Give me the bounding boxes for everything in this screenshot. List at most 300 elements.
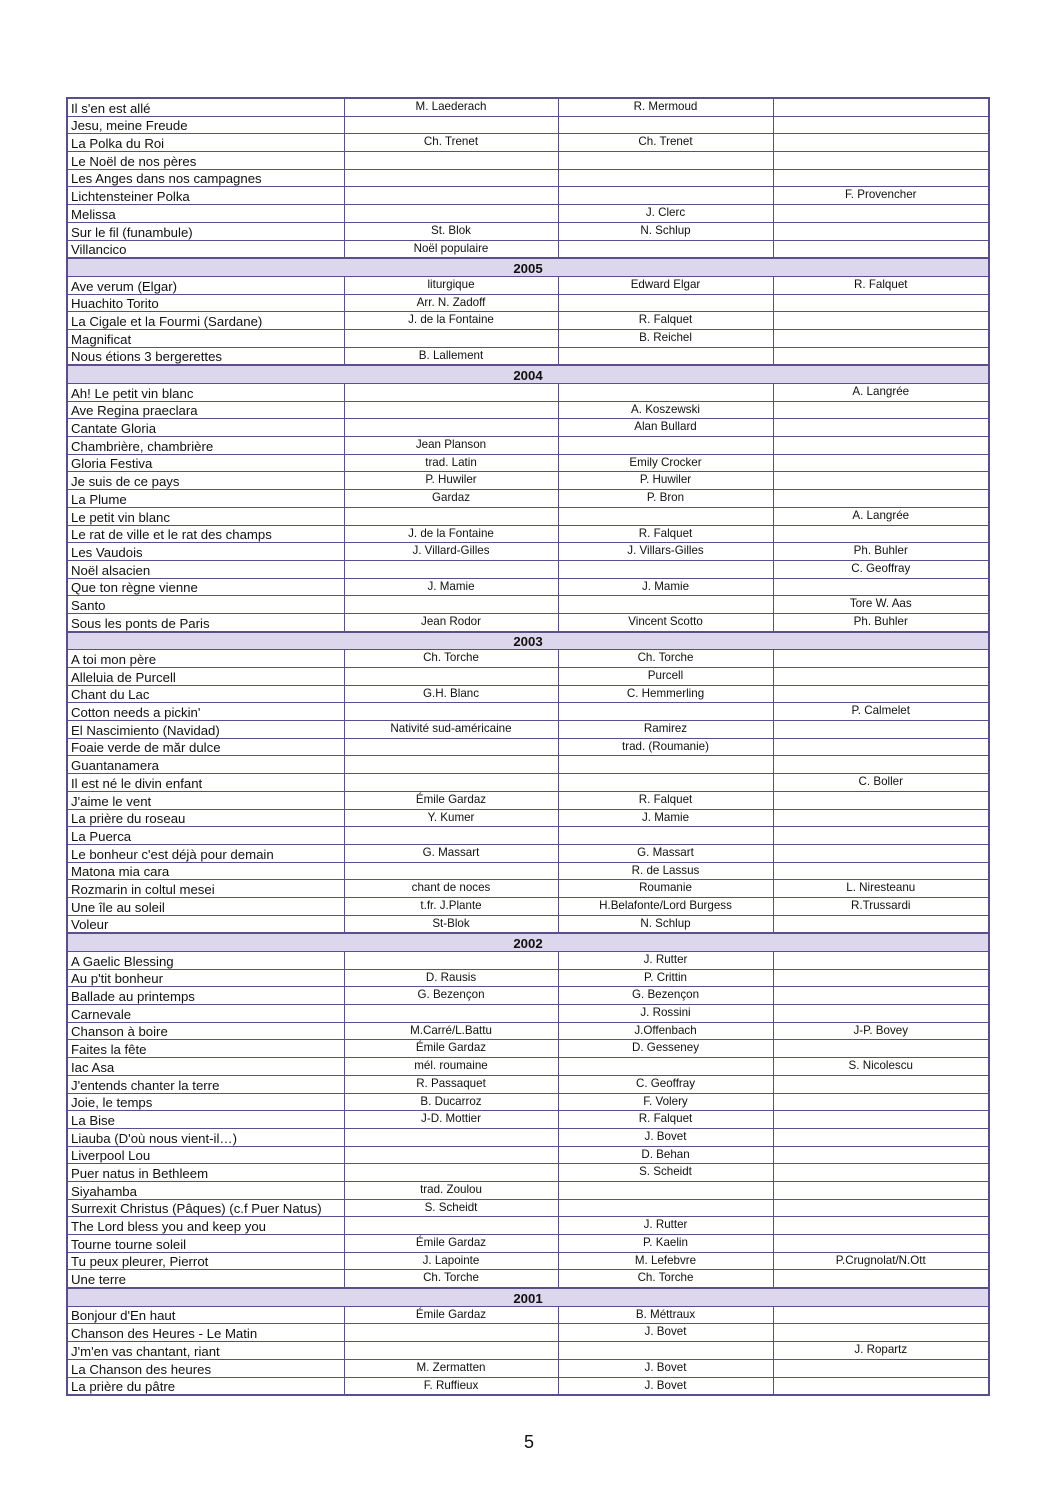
- table-row: [67, 472, 989, 490]
- lyricist-cell: [344, 703, 558, 721]
- composer-cell: [558, 384, 773, 402]
- lyricist-cell: mél. roumaine: [344, 1058, 558, 1076]
- lyricist-cell: D. Rausis: [344, 969, 558, 987]
- table-row: [67, 1005, 989, 1023]
- composer-cell: [558, 116, 773, 134]
- lyricist-cell: Noël populaire: [344, 240, 558, 258]
- composer-cell: R. Falquet: [558, 525, 773, 543]
- composer-cell: S. Scheidt: [558, 1164, 773, 1182]
- song-title-cell: Alleluia de Purcell: [67, 668, 344, 686]
- arranger-cell: [773, 1324, 989, 1342]
- arranger-cell: [773, 1005, 989, 1023]
- arranger-cell: A. Langrée: [773, 507, 989, 525]
- arranger-cell: [773, 1217, 989, 1235]
- table-row: [67, 329, 989, 347]
- lyricist-cell: [344, 401, 558, 419]
- arranger-cell: [773, 1164, 989, 1182]
- table-row: [67, 1075, 989, 1093]
- composer-cell: [558, 169, 773, 187]
- lyricist-cell: Émile Gardaz: [344, 1306, 558, 1324]
- lyricist-cell: [344, 1217, 558, 1235]
- year-header-row: [67, 365, 989, 383]
- lyricist-cell: J. Villard-Gilles: [344, 543, 558, 561]
- song-title-cell: Jesu, meine Freude: [67, 116, 344, 134]
- song-title-cell: Carnevale: [67, 1005, 344, 1023]
- table-row: [67, 721, 989, 739]
- song-title-cell: Ah! Le petit vin blanc: [67, 384, 344, 402]
- song-title-cell: J'aime le vent: [67, 791, 344, 809]
- lyricist-cell: trad. Zoulou: [344, 1181, 558, 1199]
- table-row: [67, 1199, 989, 1217]
- composer-cell: N. Schlup: [558, 222, 773, 240]
- song-title-cell: The Lord bless you and keep you: [67, 1217, 344, 1235]
- composer-cell: G. Massart: [558, 844, 773, 862]
- table-row: [67, 880, 989, 898]
- song-title-cell: A Gaelic Blessing: [67, 952, 344, 970]
- table-row: [67, 1270, 989, 1288]
- lyricist-cell: Émile Gardaz: [344, 1040, 558, 1058]
- song-title-cell: Rozmarin in coltul mesei: [67, 880, 344, 898]
- arranger-cell: [773, 721, 989, 739]
- lyricist-cell: St. Blok: [344, 222, 558, 240]
- arranger-cell: [773, 1093, 989, 1111]
- table-row: [67, 685, 989, 703]
- lyricist-cell: S. Scheidt: [344, 1199, 558, 1217]
- song-title-cell: J'entends chanter la terre: [67, 1075, 344, 1093]
- arranger-cell: Ph. Buhler: [773, 613, 989, 631]
- composer-cell: F. Volery: [558, 1093, 773, 1111]
- table-row: [67, 169, 989, 187]
- arranger-cell: L. Niresteanu: [773, 880, 989, 898]
- arranger-cell: [773, 1270, 989, 1288]
- song-title-cell: Guantanamera: [67, 756, 344, 774]
- songs-table: [66, 97, 990, 1396]
- table-row: [67, 774, 989, 792]
- lyricist-cell: G. Bezençon: [344, 987, 558, 1005]
- table-row: [67, 915, 989, 933]
- lyricist-cell: [344, 1146, 558, 1164]
- lyricist-cell: [344, 1342, 558, 1360]
- song-title-cell: Ballade au printemps: [67, 987, 344, 1005]
- song-title-cell: Le Noël de nos pères: [67, 152, 344, 170]
- lyricist-cell: liturgique: [344, 276, 558, 294]
- table-row: [67, 98, 989, 116]
- table-row: [67, 222, 989, 240]
- table-row: [67, 987, 989, 1005]
- composer-cell: J. Mamie: [558, 578, 773, 596]
- songs-table-container: [66, 97, 988, 1396]
- arranger-cell: [773, 791, 989, 809]
- table-row: [67, 294, 989, 312]
- lyricist-cell: [344, 774, 558, 792]
- composer-cell: [558, 827, 773, 845]
- table-row: [67, 1217, 989, 1235]
- arranger-cell: [773, 650, 989, 668]
- table-row: [67, 809, 989, 827]
- table-row: [67, 1235, 989, 1253]
- composer-cell: C. Geoffray: [558, 1075, 773, 1093]
- song-title-cell: Une île au soleil: [67, 897, 344, 915]
- songs-table-body: [67, 98, 989, 1395]
- song-title-cell: Il est né le divin enfant: [67, 774, 344, 792]
- lyricist-cell: J-D. Mottier: [344, 1111, 558, 1129]
- arranger-cell: [773, 454, 989, 472]
- song-title-cell: La Cigale et la Fourmi (Sardane): [67, 312, 344, 330]
- arranger-cell: [773, 1199, 989, 1217]
- song-title-cell: Les Anges dans nos campagnes: [67, 169, 344, 187]
- lyricist-cell: F. Ruffieux: [344, 1377, 558, 1395]
- composer-cell: [558, 347, 773, 365]
- song-title-cell: Ave verum (Elgar): [67, 276, 344, 294]
- lyricist-cell: [344, 1324, 558, 1342]
- song-title-cell: Faites la fête: [67, 1040, 344, 1058]
- composer-cell: J. Villars-Gilles: [558, 543, 773, 561]
- year-header-row: [67, 632, 989, 650]
- composer-cell: J. Bovet: [558, 1324, 773, 1342]
- lyricist-cell: M. Zermatten: [344, 1359, 558, 1377]
- composer-cell: [558, 1199, 773, 1217]
- table-row: [67, 1359, 989, 1377]
- song-title-cell: Le petit vin blanc: [67, 507, 344, 525]
- arranger-cell: [773, 240, 989, 258]
- table-row: [67, 560, 989, 578]
- composer-cell: P. Kaelin: [558, 1235, 773, 1253]
- composer-cell: [558, 756, 773, 774]
- arranger-cell: [773, 1377, 989, 1395]
- arranger-cell: [773, 1306, 989, 1324]
- arranger-cell: R. Falquet: [773, 276, 989, 294]
- lyricist-cell: [344, 152, 558, 170]
- arranger-cell: [773, 1075, 989, 1093]
- composer-cell: J.Offenbach: [558, 1022, 773, 1040]
- composer-cell: B. Méttraux: [558, 1306, 773, 1324]
- arranger-cell: [773, 685, 989, 703]
- composer-cell: J. Rossini: [558, 1005, 773, 1023]
- arranger-cell: [773, 98, 989, 116]
- lyricist-cell: Ch. Trenet: [344, 134, 558, 152]
- arranger-cell: [773, 205, 989, 223]
- arranger-cell: [773, 1040, 989, 1058]
- table-row: [67, 507, 989, 525]
- song-title-cell: Matona mia cara: [67, 862, 344, 880]
- song-title-cell: Gloria Festiva: [67, 454, 344, 472]
- table-row: [67, 1324, 989, 1342]
- arranger-cell: [773, 756, 989, 774]
- song-title-cell: Il s'en est allé: [67, 98, 344, 116]
- arranger-cell: [773, 1359, 989, 1377]
- song-title-cell: La Chanson des heures: [67, 1359, 344, 1377]
- song-title-cell: Tu peux pleurer, Pierrot: [67, 1252, 344, 1270]
- lyricist-cell: [344, 329, 558, 347]
- table-row: [67, 596, 989, 614]
- composer-cell: J. Bovet: [558, 1359, 773, 1377]
- composer-cell: A. Koszewski: [558, 401, 773, 419]
- song-title-cell: Magnificat: [67, 329, 344, 347]
- arranger-cell: S. Nicolescu: [773, 1058, 989, 1076]
- arranger-cell: [773, 809, 989, 827]
- lyricist-cell: [344, 952, 558, 970]
- song-title-cell: Cotton needs a pickin': [67, 703, 344, 721]
- arranger-cell: P.Crugnolat/N.Ott: [773, 1252, 989, 1270]
- table-row: [67, 1146, 989, 1164]
- lyricist-cell: [344, 596, 558, 614]
- lyricist-cell: Ch. Torche: [344, 1270, 558, 1288]
- composer-cell: J. Mamie: [558, 809, 773, 827]
- song-title-cell: La Bise: [67, 1111, 344, 1129]
- composer-cell: [558, 1058, 773, 1076]
- arranger-cell: [773, 134, 989, 152]
- song-title-cell: Le rat de ville et le rat des champs: [67, 525, 344, 543]
- lyricist-cell: Nativité sud-américaine: [344, 721, 558, 739]
- table-row: [67, 1058, 989, 1076]
- composer-cell: Alan Bullard: [558, 419, 773, 437]
- year-header-row: [67, 258, 989, 276]
- table-row: [67, 384, 989, 402]
- table-row: [67, 827, 989, 845]
- lyricist-cell: Émile Gardaz: [344, 1235, 558, 1253]
- composer-cell: [558, 596, 773, 614]
- composer-cell: J. Bovet: [558, 1128, 773, 1146]
- song-title-cell: Foaie verde de măr dulce: [67, 738, 344, 756]
- composer-cell: N. Schlup: [558, 915, 773, 933]
- composer-cell: Vincent Scotto: [558, 613, 773, 631]
- composer-cell: [558, 507, 773, 525]
- table-row: [67, 1181, 989, 1199]
- lyricist-cell: trad. Latin: [344, 454, 558, 472]
- song-title-cell: Voleur: [67, 915, 344, 933]
- song-title-cell: Chant du Lac: [67, 685, 344, 703]
- song-title-cell: Les Vaudois: [67, 543, 344, 561]
- arranger-cell: [773, 525, 989, 543]
- arranger-cell: Ph. Buhler: [773, 543, 989, 561]
- composer-cell: D. Behan: [558, 1146, 773, 1164]
- lyricist-cell: [344, 862, 558, 880]
- lyricist-cell: [344, 560, 558, 578]
- table-row: [67, 1164, 989, 1182]
- song-title-cell: Siyahamba: [67, 1181, 344, 1199]
- lyricist-cell: t.fr. J.Plante: [344, 897, 558, 915]
- composer-cell: [558, 437, 773, 455]
- song-title-cell: Melissa: [67, 205, 344, 223]
- table-row: [67, 187, 989, 205]
- table-row: [67, 738, 989, 756]
- composer-cell: J. Rutter: [558, 1217, 773, 1235]
- lyricist-cell: [344, 668, 558, 686]
- composer-cell: [558, 294, 773, 312]
- arranger-cell: [773, 969, 989, 987]
- song-title-cell: Tourne tourne soleil: [67, 1235, 344, 1253]
- composer-cell: D. Gesseney: [558, 1040, 773, 1058]
- composer-cell: [558, 152, 773, 170]
- year-label: 2004: [67, 365, 989, 383]
- song-title-cell: La prière du pâtre: [67, 1377, 344, 1395]
- arranger-cell: [773, 1235, 989, 1253]
- lyricist-cell: G.H. Blanc: [344, 685, 558, 703]
- composer-cell: R. Mermoud: [558, 98, 773, 116]
- arranger-cell: [773, 1128, 989, 1146]
- table-row: [67, 578, 989, 596]
- composer-cell: Ramirez: [558, 721, 773, 739]
- arranger-cell: [773, 152, 989, 170]
- arranger-cell: [773, 294, 989, 312]
- arranger-cell: J-P. Bovey: [773, 1022, 989, 1040]
- composer-cell: B. Reichel: [558, 329, 773, 347]
- table-row: [67, 525, 989, 543]
- arranger-cell: [773, 312, 989, 330]
- lyricist-cell: M. Laederach: [344, 98, 558, 116]
- song-title-cell: Sous les ponts de Paris: [67, 613, 344, 631]
- song-title-cell: A toi mon père: [67, 650, 344, 668]
- year-label: 2003: [67, 632, 989, 650]
- table-row: [67, 969, 989, 987]
- lyricist-cell: B. Ducarroz: [344, 1093, 558, 1111]
- table-row: [67, 1040, 989, 1058]
- song-title-cell: Chanson des Heures - Le Matin: [67, 1324, 344, 1342]
- arranger-cell: [773, 329, 989, 347]
- song-title-cell: Au p'tit bonheur: [67, 969, 344, 987]
- lyricist-cell: J. de la Fontaine: [344, 525, 558, 543]
- song-title-cell: Chambrière, chambrière: [67, 437, 344, 455]
- composer-cell: [558, 560, 773, 578]
- table-row: [67, 844, 989, 862]
- composer-cell: R. Falquet: [558, 312, 773, 330]
- lyricist-cell: J. de la Fontaine: [344, 312, 558, 330]
- song-title-cell: Puer natus in Bethleem: [67, 1164, 344, 1182]
- composer-cell: R. Falquet: [558, 1111, 773, 1129]
- composer-cell: [558, 1181, 773, 1199]
- arranger-cell: [773, 222, 989, 240]
- arranger-cell: [773, 1111, 989, 1129]
- lyricist-cell: P. Huwiler: [344, 472, 558, 490]
- lyricist-cell: G. Massart: [344, 844, 558, 862]
- table-row: [67, 401, 989, 419]
- song-title-cell: Sur le fil (funambule): [67, 222, 344, 240]
- arranger-cell: [773, 1181, 989, 1199]
- song-title-cell: Huachito Torito: [67, 294, 344, 312]
- composer-cell: M. Lefebvre: [558, 1252, 773, 1270]
- table-row: [67, 703, 989, 721]
- arranger-cell: [773, 169, 989, 187]
- table-row: [67, 347, 989, 365]
- arranger-cell: F. Provencher: [773, 187, 989, 205]
- table-row: [67, 1342, 989, 1360]
- lyricist-cell: B. Lallement: [344, 347, 558, 365]
- table-row: [67, 134, 989, 152]
- table-row: [67, 1111, 989, 1129]
- arranger-cell: [773, 844, 989, 862]
- lyricist-cell: Y. Kumer: [344, 809, 558, 827]
- arranger-cell: [773, 952, 989, 970]
- composer-cell: Ch. Torche: [558, 1270, 773, 1288]
- table-row: [67, 454, 989, 472]
- lyricist-cell: Émile Gardaz: [344, 791, 558, 809]
- arranger-cell: [773, 738, 989, 756]
- composer-cell: P. Huwiler: [558, 472, 773, 490]
- song-title-cell: Liauba (D'où nous vient-il…): [67, 1128, 344, 1146]
- song-title-cell: Liverpool Lou: [67, 1146, 344, 1164]
- table-row: [67, 668, 989, 686]
- arranger-cell: P. Calmelet: [773, 703, 989, 721]
- song-title-cell: Ave Regina praeclara: [67, 401, 344, 419]
- song-title-cell: Le bonheur c'est déjà pour demain: [67, 844, 344, 862]
- song-title-cell: Joie, le temps: [67, 1093, 344, 1111]
- arranger-cell: [773, 472, 989, 490]
- lyricist-cell: [344, 384, 558, 402]
- lyricist-cell: J. Mamie: [344, 578, 558, 596]
- lyricist-cell: Jean Planson: [344, 437, 558, 455]
- song-title-cell: La Polka du Roi: [67, 134, 344, 152]
- table-row: [67, 1022, 989, 1040]
- arranger-cell: [773, 1146, 989, 1164]
- arranger-cell: [773, 116, 989, 134]
- year-label: 2001: [67, 1288, 989, 1306]
- arranger-cell: [773, 668, 989, 686]
- composer-cell: [558, 703, 773, 721]
- lyricist-cell: [344, 116, 558, 134]
- arranger-cell: A. Langrée: [773, 384, 989, 402]
- lyricist-cell: J. Lapointe: [344, 1252, 558, 1270]
- lyricist-cell: [344, 738, 558, 756]
- lyricist-cell: Gardaz: [344, 490, 558, 508]
- composer-cell: J. Rutter: [558, 952, 773, 970]
- song-title-cell: La Plume: [67, 490, 344, 508]
- arranger-cell: [773, 578, 989, 596]
- table-row: [67, 1306, 989, 1324]
- arranger-cell: [773, 401, 989, 419]
- lyricist-cell: M.Carré/L.Battu: [344, 1022, 558, 1040]
- arranger-cell: [773, 437, 989, 455]
- composer-cell: J. Clerc: [558, 205, 773, 223]
- lyricist-cell: [344, 756, 558, 774]
- lyricist-cell: St-Blok: [344, 915, 558, 933]
- lyricist-cell: [344, 169, 558, 187]
- arranger-cell: C. Boller: [773, 774, 989, 792]
- composer-cell: Ch. Trenet: [558, 134, 773, 152]
- arranger-cell: [773, 987, 989, 1005]
- song-title-cell: Villancico: [67, 240, 344, 258]
- lyricist-cell: [344, 1128, 558, 1146]
- song-title-cell: Chanson à boire: [67, 1022, 344, 1040]
- table-row: [67, 490, 989, 508]
- composer-cell: J. Bovet: [558, 1377, 773, 1395]
- lyricist-cell: Jean Rodor: [344, 613, 558, 631]
- table-row: [67, 152, 989, 170]
- table-row: [67, 1093, 989, 1111]
- lyricist-cell: R. Passaquet: [344, 1075, 558, 1093]
- song-title-cell: Surrexit Christus (Pâques) (c.f Puer Natus): [67, 1199, 344, 1217]
- composer-cell: Ch. Torche: [558, 650, 773, 668]
- song-title-cell: Une terre: [67, 1270, 344, 1288]
- lyricist-cell: [344, 419, 558, 437]
- lyricist-cell: [344, 205, 558, 223]
- table-row: [67, 1377, 989, 1395]
- composer-cell: P. Crittin: [558, 969, 773, 987]
- composer-cell: P. Bron: [558, 490, 773, 508]
- arranger-cell: [773, 490, 989, 508]
- composer-cell: H.Belafonte/Lord Burgess: [558, 897, 773, 915]
- composer-cell: R. Falquet: [558, 791, 773, 809]
- table-row: [67, 613, 989, 631]
- arranger-cell: [773, 915, 989, 933]
- composer-cell: Purcell: [558, 668, 773, 686]
- song-title-cell: Nous étions 3 bergerettes: [67, 347, 344, 365]
- table-row: [67, 437, 989, 455]
- lyricist-cell: [344, 827, 558, 845]
- lyricist-cell: [344, 507, 558, 525]
- song-title-cell: Iac Asa: [67, 1058, 344, 1076]
- lyricist-cell: Ch. Torche: [344, 650, 558, 668]
- arranger-cell: [773, 419, 989, 437]
